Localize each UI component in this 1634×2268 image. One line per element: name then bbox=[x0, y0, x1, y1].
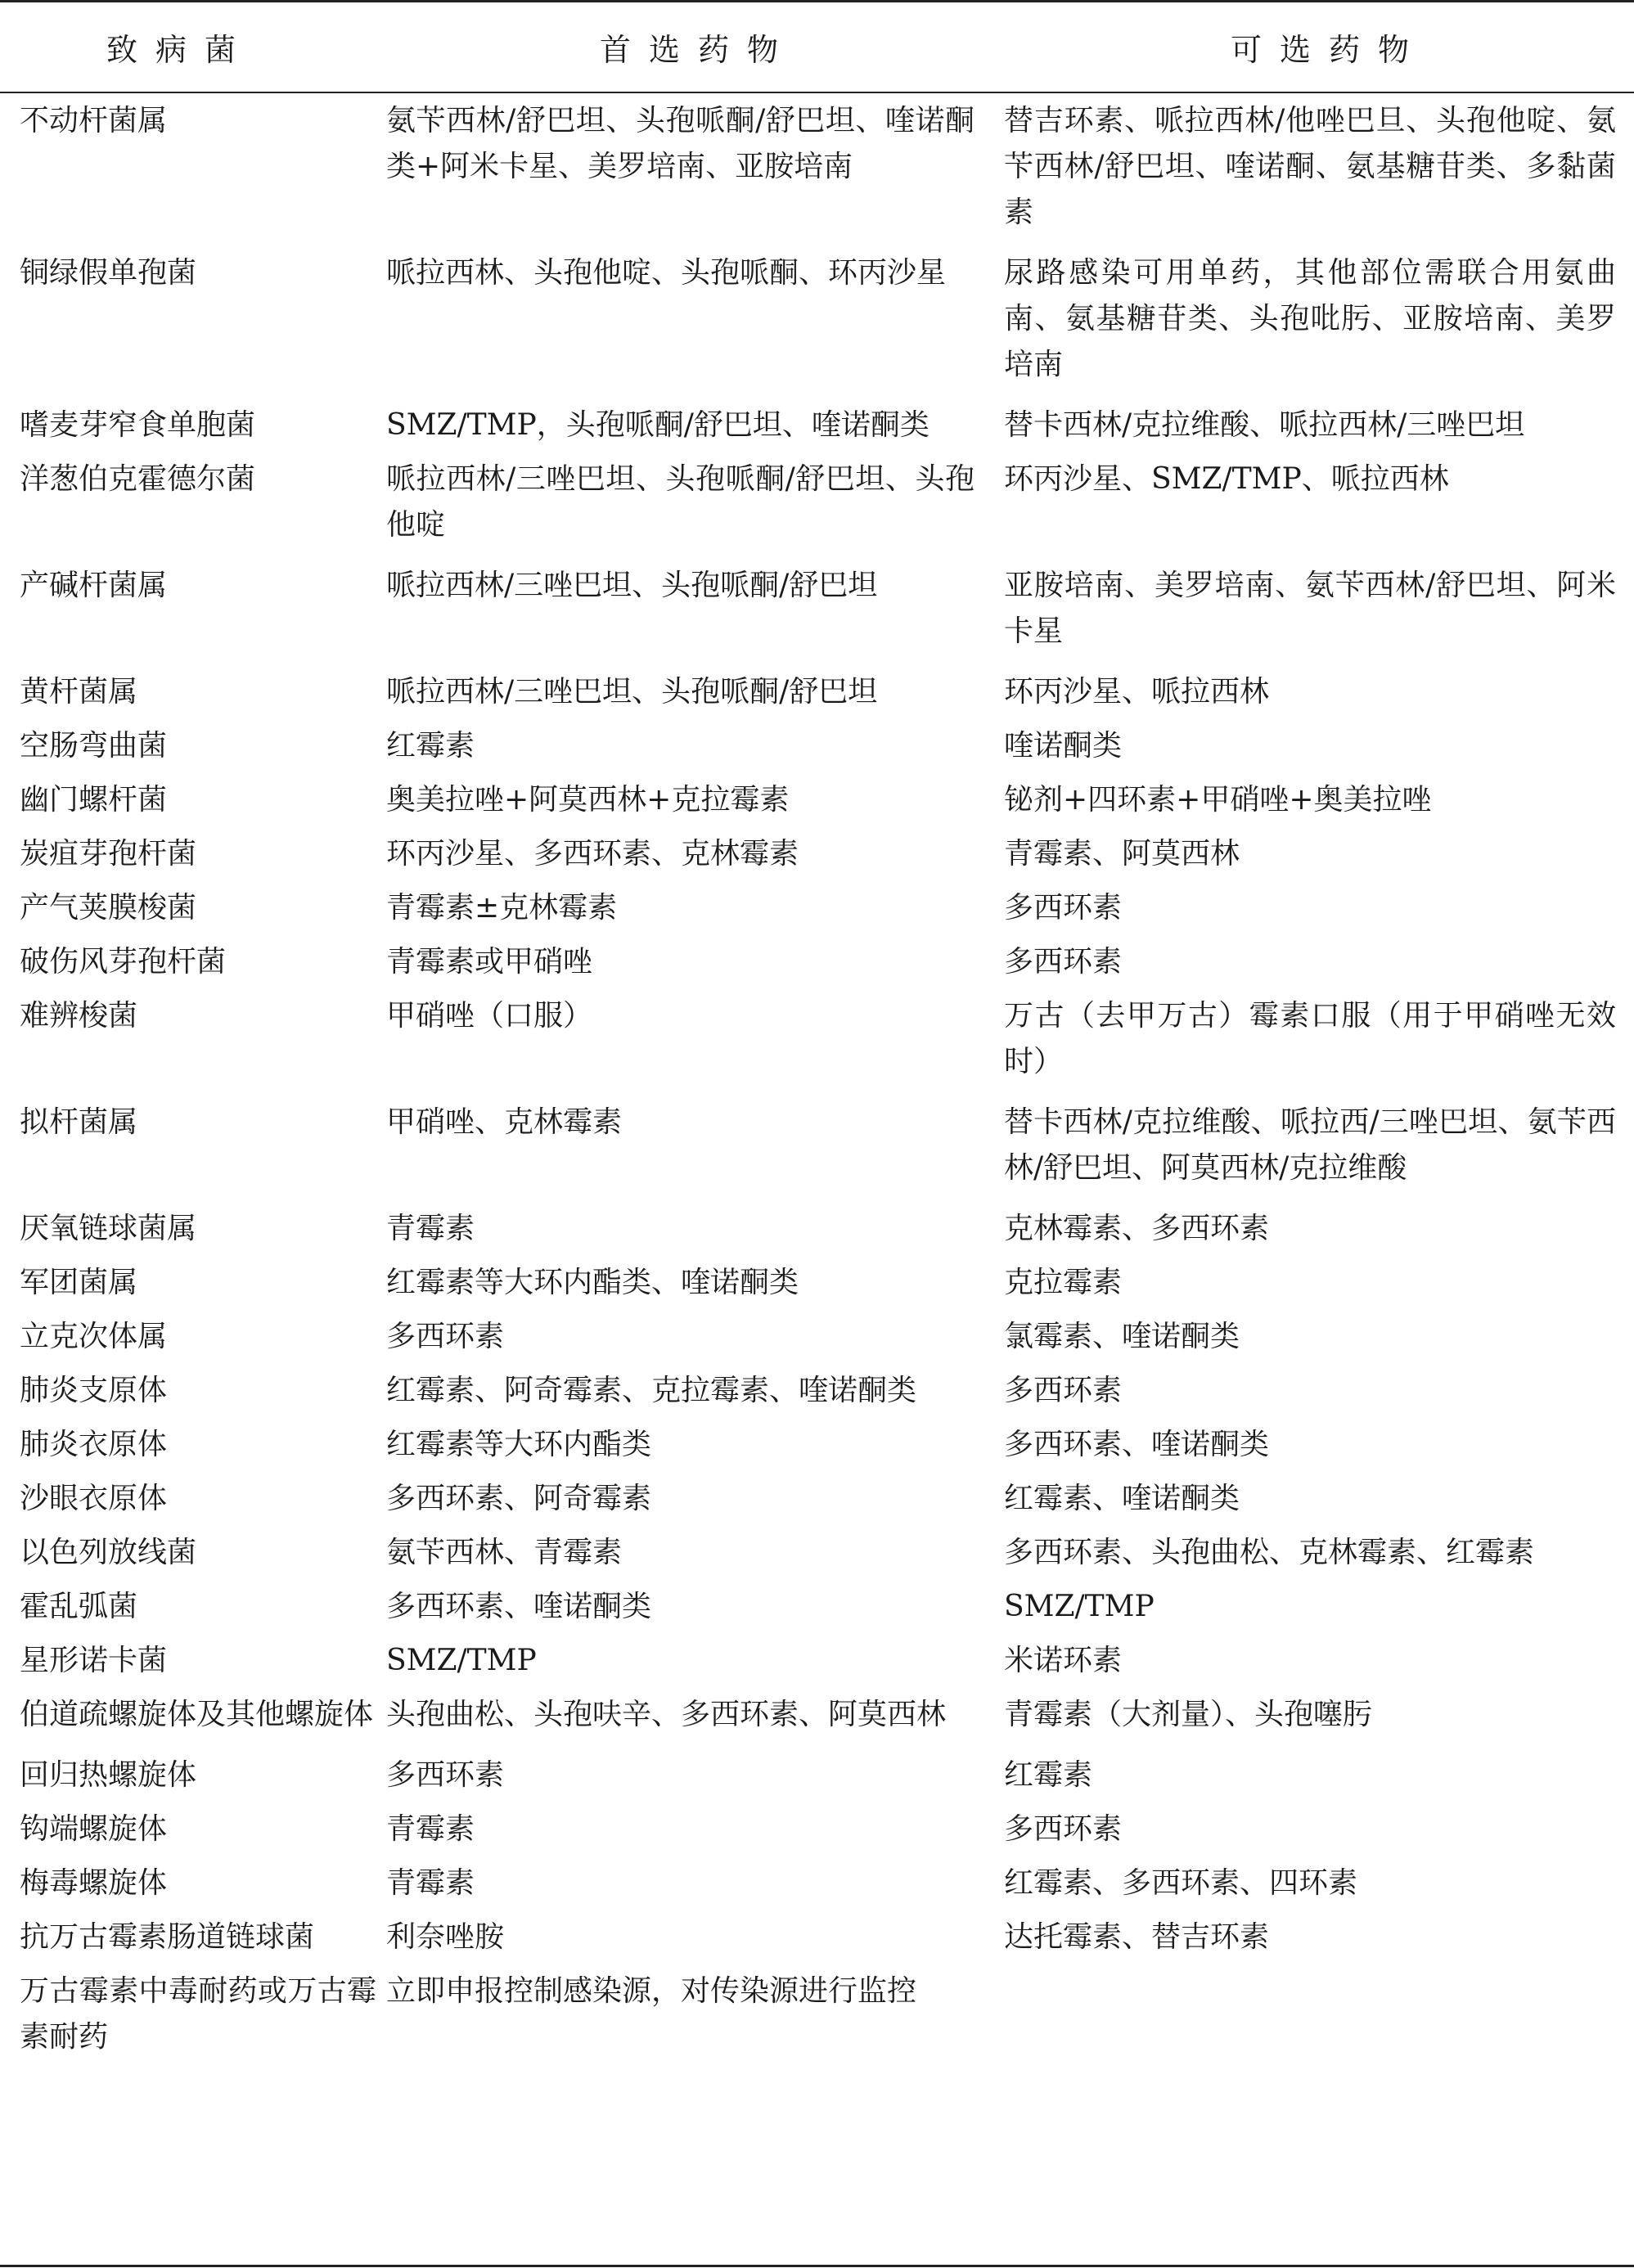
cell-alternative: 多西环素 bbox=[1004, 1374, 1123, 1407]
cell-pathogen: 钩端螺旋体 bbox=[20, 1812, 168, 1846]
table-row bbox=[0, 1638, 1634, 1692]
cell-pathogen: 军团菌属 bbox=[20, 1266, 138, 1299]
cell-alternative: 红霉素 bbox=[1004, 1758, 1093, 1792]
cell-first-choice: 哌拉西林/三唑巴坦、头孢哌酮/舒巴坦、头孢他啶 bbox=[386, 462, 975, 542]
cell-alternative: 克拉霉素 bbox=[1004, 1266, 1123, 1299]
cell-pathogen: 立克次体属 bbox=[20, 1320, 168, 1353]
table-row bbox=[0, 1969, 1634, 2060]
table-row bbox=[0, 457, 1634, 563]
cell-first-choice: 哌拉西林/三唑巴坦、头孢哌酮/舒巴坦 bbox=[386, 675, 878, 709]
cell-first-choice: 甲硝唑、克林霉素 bbox=[386, 1105, 623, 1139]
header-first-choice: 首选药物 bbox=[600, 32, 797, 68]
cell-pathogen: 炭疽芽孢杆菌 bbox=[20, 837, 197, 871]
cell-alternative: 万古（去甲万古）霉素口服（用于甲硝唑无效时） bbox=[1004, 999, 1616, 1078]
cell-pathogen: 厌氧链球菌属 bbox=[20, 1212, 197, 1245]
cell-alternative: 达托霉素、替吉环素 bbox=[1004, 1920, 1270, 1954]
table-row bbox=[0, 777, 1634, 831]
cell-first-choice: 哌拉西林/三唑巴坦、头孢哌酮/舒巴坦 bbox=[386, 569, 878, 602]
cell-alternative: 替卡西林/克拉维酸、哌拉西/三唑巴坦、氨苄西林/舒巴坦、阿莫西林/克拉维酸 bbox=[1004, 1105, 1616, 1185]
table-row bbox=[0, 1206, 1634, 1260]
cell-alternative: 多西环素 bbox=[1004, 1812, 1123, 1846]
cell-first-choice: SMZ/TMP bbox=[386, 1644, 537, 1677]
cell-pathogen: 拟杆菌属 bbox=[20, 1105, 138, 1139]
cell-first-choice: 多西环素、阿奇霉素 bbox=[386, 1482, 652, 1515]
cell-pathogen: 难辨梭菌 bbox=[20, 999, 138, 1033]
cell-alternative: 米诺环素 bbox=[1004, 1644, 1123, 1677]
cell-pathogen: 万古霉素中毒耐药或万古霉素耐药 bbox=[20, 1974, 376, 2054]
cell-alternative: 多西环素 bbox=[1004, 891, 1123, 925]
table-row bbox=[0, 250, 1634, 403]
cell-first-choice: 青霉素 bbox=[386, 1212, 475, 1245]
table-row bbox=[0, 1530, 1634, 1584]
cell-alternative: 氯霉素、喹诺酮类 bbox=[1004, 1320, 1240, 1353]
cell-first-choice: 红霉素等大环内酯类、喹诺酮类 bbox=[386, 1266, 799, 1299]
cell-alternative: 多西环素、喹诺酮类 bbox=[1004, 1428, 1270, 1461]
cell-first-choice: 奥美拉唑+阿莫西林+克拉霉素 bbox=[386, 783, 790, 817]
cell-pathogen: 破伤风芽孢杆菌 bbox=[20, 945, 227, 979]
cell-pathogen: 沙眼衣原体 bbox=[20, 1482, 168, 1515]
cell-alternative: 青霉素、阿莫西林 bbox=[1004, 837, 1240, 871]
table-row bbox=[0, 1476, 1634, 1530]
cell-pathogen: 黄杆菌属 bbox=[20, 675, 138, 709]
cell-first-choice: 多西环素 bbox=[386, 1758, 505, 1792]
table-row bbox=[0, 1100, 1634, 1206]
cell-alternative: 尿路感染可用单药，其他部位需联合用氨曲南、氨基糖苷类、头孢吡肟、亚胺培南、美罗培南 bbox=[1004, 256, 1616, 381]
cell-first-choice: SMZ/TMP，头孢哌酮/舒巴坦、喹诺酮类 bbox=[386, 408, 930, 442]
cell-pathogen: 洋葱伯克霍德尔菌 bbox=[20, 462, 256, 496]
cell-pathogen: 伯道疏螺旋体及其他螺旋体 bbox=[20, 1698, 374, 1731]
cell-pathogen: 不动杆菌属 bbox=[20, 104, 168, 137]
cell-alternative: 替吉环素、哌拉西林/他唑巴旦、头孢他啶、氨苄西林/舒巴坦、喹诺酮、氨基糖苷类、多黏菌素 bbox=[1004, 104, 1616, 229]
cell-first-choice: 哌拉西林、头孢他啶、头孢哌酮、环丙沙星 bbox=[386, 256, 947, 290]
table-row bbox=[0, 993, 1634, 1100]
cell-alternative: 环丙沙星、SMZ/TMP、哌拉西林 bbox=[1004, 462, 1449, 496]
cell-pathogen: 幽门螺杆菌 bbox=[20, 783, 168, 817]
cell-alternative: 多西环素 bbox=[1004, 945, 1123, 979]
cell-first-choice: 青霉素或甲硝唑 bbox=[386, 945, 593, 979]
cell-first-choice: 环丙沙星、多西环素、克林霉素 bbox=[386, 837, 799, 871]
cell-first-choice: 青霉素 bbox=[386, 1866, 475, 1900]
table-row bbox=[0, 723, 1634, 777]
cell-first-choice: 多西环素 bbox=[386, 1320, 505, 1353]
table-bottom-rule bbox=[0, 2265, 1634, 2267]
cell-pathogen: 产碱杆菌属 bbox=[20, 569, 168, 602]
cell-first-choice: 甲硝唑（口服） bbox=[386, 999, 593, 1033]
table-row bbox=[0, 1584, 1634, 1638]
table-row bbox=[0, 1692, 1634, 1753]
table-top-rule bbox=[0, 0, 1634, 2]
cell-alternative: SMZ/TMP bbox=[1004, 1590, 1155, 1623]
cell-pathogen: 嗜麦芽窄食单胞菌 bbox=[20, 408, 256, 442]
cell-first-choice: 利奈唑胺 bbox=[386, 1920, 505, 1954]
table-body bbox=[0, 98, 1634, 2060]
cell-first-choice: 氨苄西林、青霉素 bbox=[386, 1536, 623, 1569]
cell-pathogen: 抗万古霉素肠道链球菌 bbox=[20, 1920, 315, 1954]
cell-pathogen: 星形诺卡菌 bbox=[20, 1644, 168, 1677]
header-pathogen: 致病菌 bbox=[106, 32, 254, 68]
cell-first-choice: 青霉素±克林霉素 bbox=[386, 891, 618, 925]
table-row bbox=[0, 885, 1634, 939]
cell-alternative: 亚胺培南、美罗培南、氨苄西林/舒巴坦、阿米卡星 bbox=[1004, 569, 1616, 648]
table-row bbox=[0, 1753, 1634, 1807]
table-row bbox=[0, 939, 1634, 993]
table-row bbox=[0, 403, 1634, 457]
table-row bbox=[0, 669, 1634, 723]
cell-pathogen: 以色列放线菌 bbox=[20, 1536, 197, 1569]
cell-pathogen: 肺炎衣原体 bbox=[20, 1428, 168, 1461]
table-row bbox=[0, 1915, 1634, 1969]
table-row bbox=[0, 831, 1634, 885]
table-row bbox=[0, 563, 1634, 669]
cell-alternative: 多西环素、头孢曲松、克林霉素、红霉素 bbox=[1004, 1536, 1535, 1569]
table-row bbox=[0, 1807, 1634, 1861]
table-row bbox=[0, 98, 1634, 250]
header-alternative: 可选药物 bbox=[1231, 32, 1428, 68]
table-row bbox=[0, 1422, 1634, 1476]
cell-alternative: 环丙沙星、哌拉西林 bbox=[1004, 675, 1270, 709]
cell-alternative: 红霉素、多西环素、四环素 bbox=[1004, 1866, 1358, 1900]
cell-first-choice: 红霉素 bbox=[386, 729, 475, 763]
table-header-rule bbox=[0, 92, 1634, 93]
cell-alternative bbox=[1004, 1969, 1634, 2060]
cell-pathogen: 铜绿假单孢菌 bbox=[20, 256, 197, 290]
cell-alternative: 铋剂+四环素+甲硝唑+奥美拉唑 bbox=[1004, 783, 1432, 817]
cell-pathogen: 空肠弯曲菌 bbox=[20, 729, 168, 763]
cell-pathogen: 肺炎支原体 bbox=[20, 1374, 168, 1407]
cell-pathogen: 霍乱弧菌 bbox=[20, 1590, 138, 1623]
cell-alternative: 青霉素（大剂量）、头孢噻肟 bbox=[1004, 1698, 1373, 1731]
cell-pathogen: 产气荚膜梭菌 bbox=[20, 891, 197, 925]
table-row bbox=[0, 1260, 1634, 1314]
cell-pathogen: 回归热螺旋体 bbox=[20, 1758, 197, 1792]
cell-first-choice: 多西环素、喹诺酮类 bbox=[386, 1590, 652, 1623]
cell-pathogen: 梅毒螺旋体 bbox=[20, 1866, 168, 1900]
cell-first-choice: 氨苄西林/舒巴坦、头孢哌酮/舒巴坦、喹诺酮类+阿米卡星、美罗培南、亚胺培南 bbox=[386, 104, 975, 183]
cell-alternative: 喹诺酮类 bbox=[1004, 729, 1123, 763]
cell-first-choice: 头孢曲松、头孢呋辛、多西环素、阿莫西林 bbox=[386, 1698, 947, 1731]
table-row bbox=[0, 1368, 1634, 1422]
cell-first-choice: 立即申报控制感染源，对传染源进行监控 bbox=[386, 1974, 917, 2008]
cell-alternative: 红霉素、喹诺酮类 bbox=[1004, 1482, 1240, 1515]
cell-alternative: 替卡西林/克拉维酸、哌拉西林/三唑巴坦 bbox=[1004, 408, 1525, 442]
cell-first-choice: 红霉素、阿奇霉素、克拉霉素、喹诺酮类 bbox=[386, 1374, 917, 1407]
table-row bbox=[0, 1314, 1634, 1368]
cell-first-choice: 红霉素等大环内酯类 bbox=[386, 1428, 652, 1461]
table-row bbox=[0, 1861, 1634, 1915]
cell-first-choice: 青霉素 bbox=[386, 1812, 475, 1846]
cell-alternative: 克林霉素、多西环素 bbox=[1004, 1212, 1270, 1245]
